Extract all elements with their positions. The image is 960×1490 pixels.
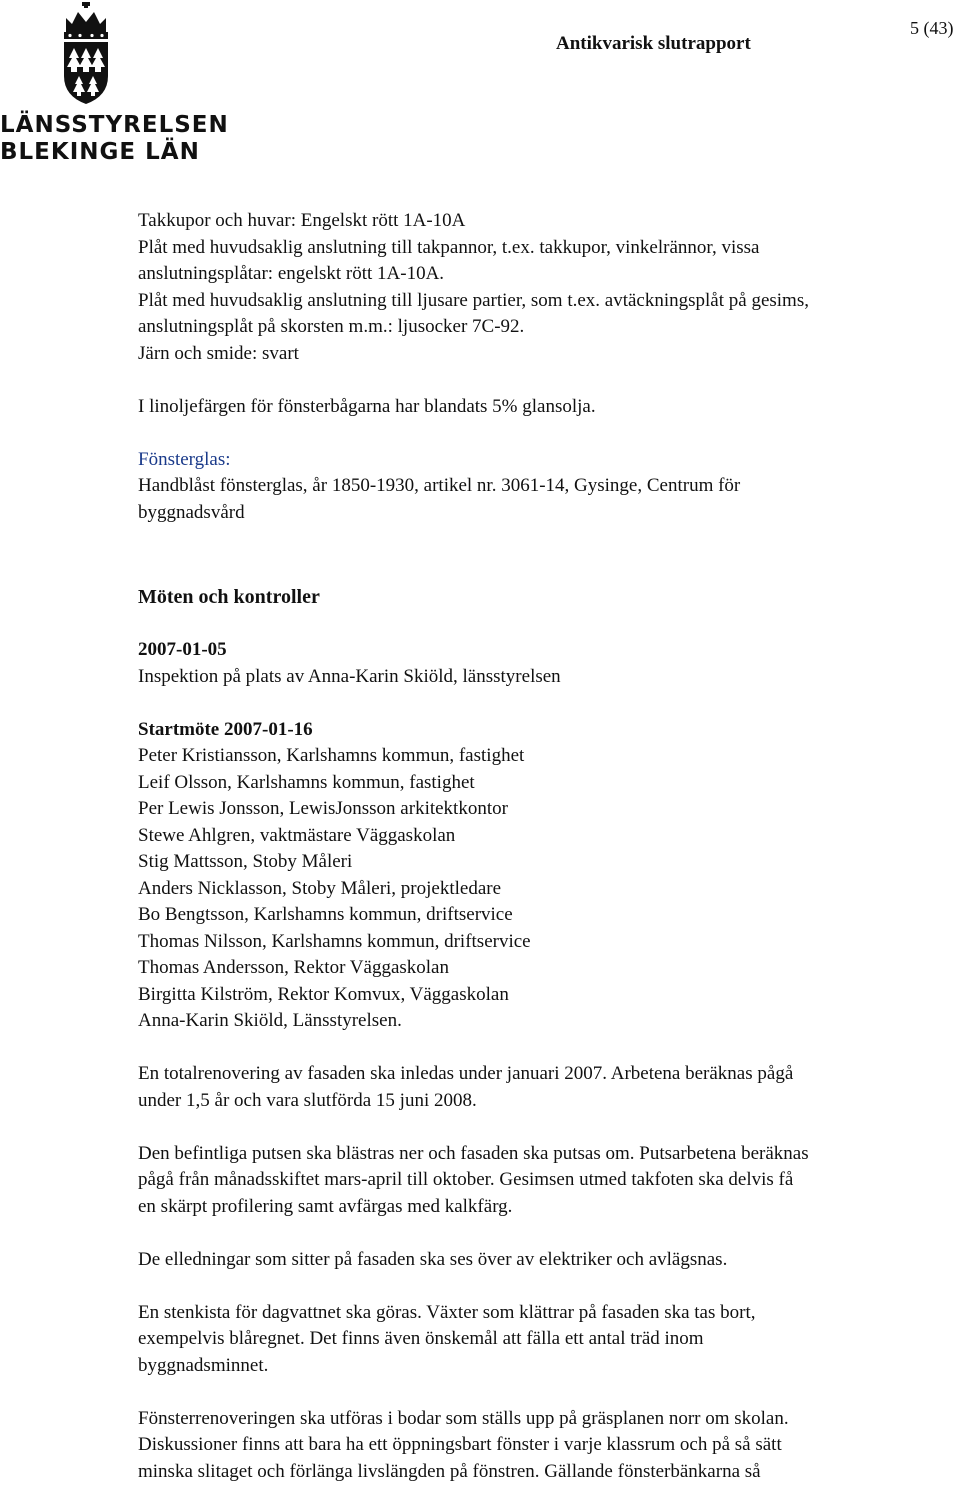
document-body	[138, 208, 938, 1485]
linseed-oil-text: I linoljefärgen för fönsterbågarna har blandats 5% glansolja.	[138, 395, 596, 417]
startup-meeting-heading: Startmöte 2007-01-16	[138, 718, 313, 740]
window-glass-line: Handblåst fönsterglas, år 1850-1930, artikel nr. 3061-14, Gysinge, Centrum för	[138, 475, 741, 496]
window-glass-label: Fönsterglas:	[138, 448, 231, 470]
participant-item: Stig Mattsson, Stoby Måleri	[138, 851, 353, 872]
participant-item: Anna-Karin Skiöld, Länsstyrelsen.	[138, 1010, 402, 1031]
linseed-oil-note	[138, 394, 938, 421]
meetings-heading: Möten och kontroller	[138, 586, 320, 608]
paragraph-line: under 1,5 år och vara slutförda 15 juni 2008.	[138, 1089, 477, 1111]
paragraph-line: Fönsterrenoveringen ska utföras i bodar som ställs upp på gräsplanen norr om skolan.	[138, 1407, 789, 1429]
participant-item: Thomas Andersson, Rektor Väggaskolan	[138, 957, 449, 978]
paragraph-plaster-work	[138, 1141, 938, 1221]
participant-item: Stewe Ahlgren, vaktmästare Väggaskolan	[138, 824, 456, 846]
color-spec-line: anslutningsplåtar: engelskt rött 1A-10A.	[138, 263, 445, 284]
paragraph-line: Diskussioner finns att bara ha ett öppningsbart fönster i varje klassrum och på så sätt	[138, 1434, 782, 1455]
participant-item: Per Lewis Jonsson, LewisJonsson arkitektkontor	[138, 798, 508, 819]
paragraph-line: En totalrenovering av fasaden ska inledas under januari 2007. Arbetena beräknas pågå	[138, 1063, 794, 1084]
document-title: Antikvarisk slutrapport	[556, 33, 751, 54]
paragraph-line: en skärpt profilering samt avfärgas med kalkfärg.	[138, 1195, 513, 1217]
meetings-heading-block	[138, 584, 938, 611]
logo-text-lansstyrelsen: LÄNSSTYRELSEN	[0, 112, 229, 138]
participant-item: Peter Kristiansson, Karlshamns kommun, fastighet	[138, 745, 525, 766]
participant-item: Bo Bengtsson, Karlshamns kommun, driftservice	[138, 904, 513, 925]
color-spec-line: Takkupor och huvar: Engelskt rött 1A-10A	[138, 210, 466, 231]
color-spec-line: Järn och smide: svart	[138, 342, 299, 364]
paragraph-line: minska slitaget och förlänga livslängden på fönstren. Gällande fönsterbänkarna så	[138, 1460, 761, 1482]
paragraph-line: De elledningar som sitter på fasaden ska ses över av elektriker och avlägsnas.	[138, 1248, 728, 1270]
color-spec-line: Plåt med huvudsaklig anslutning till ljusare partier, som t.ex. avtäckningsplåt på gesims,	[138, 289, 809, 311]
color-specification-section	[138, 208, 938, 367]
coat-of-arms-icon	[58, 2, 114, 106]
paragraph-line: En stenkista för dagvattnet ska göras. Växter som klättrar på fasaden ska tas bort,	[138, 1301, 756, 1323]
paragraph-renovation-schedule	[138, 1061, 938, 1114]
participant-item: Leif Olsson, Karlshamns kommun, fastighet	[138, 771, 475, 793]
startup-meeting-entry	[138, 717, 938, 1035]
window-glass-line: byggnadsvård	[138, 501, 245, 523]
page-number: 5 (43)	[910, 18, 954, 38]
color-spec-line: Plåt med huvudsaklig anslutning till takpannor, t.ex. takkupor, vinkelrännor, vissa	[138, 236, 760, 258]
inspection-date: 2007-01-05	[138, 639, 227, 660]
window-glass-section	[138, 447, 938, 527]
logo-text-blekinge-lan: BLEKINGE LÄN	[0, 139, 200, 165]
participant-item: Birgitta Kilström, Rektor Komvux, Väggaskolan	[138, 983, 509, 1005]
inspection-entry	[138, 637, 938, 690]
participant-item: Thomas Nilsson, Karlshamns kommun, driftservice	[138, 930, 531, 952]
inspection-text: Inspektion på plats av Anna-Karin Skiöld, länsstyrelsen	[138, 665, 561, 687]
color-spec-line: anslutningsplåt på skorsten m.m.: ljusocker 7C-92.	[138, 316, 525, 337]
paragraph-line: exempelvis blåregnet. Det finns även önskemål att fälla ett antal träd inom	[138, 1328, 704, 1349]
lansstyrelsen-logo	[0, 0, 229, 170]
participant-item: Anders Nicklasson, Stoby Måleri, projektledare	[138, 877, 502, 899]
paragraph-line: pågå från månadsskiftet mars-april till oktober. Gesimsen utmed takfoten ska delvis få	[138, 1169, 794, 1190]
paragraph-line: Den befintliga putsen ska blästras ner och fasaden ska putsas om. Putsarbetena beräknas	[138, 1142, 809, 1164]
paragraph-line: byggnadsminnet.	[138, 1354, 269, 1376]
paragraph-drainage	[138, 1300, 938, 1380]
paragraph-window-renovation	[138, 1406, 938, 1486]
paragraph-electrical	[138, 1247, 938, 1274]
